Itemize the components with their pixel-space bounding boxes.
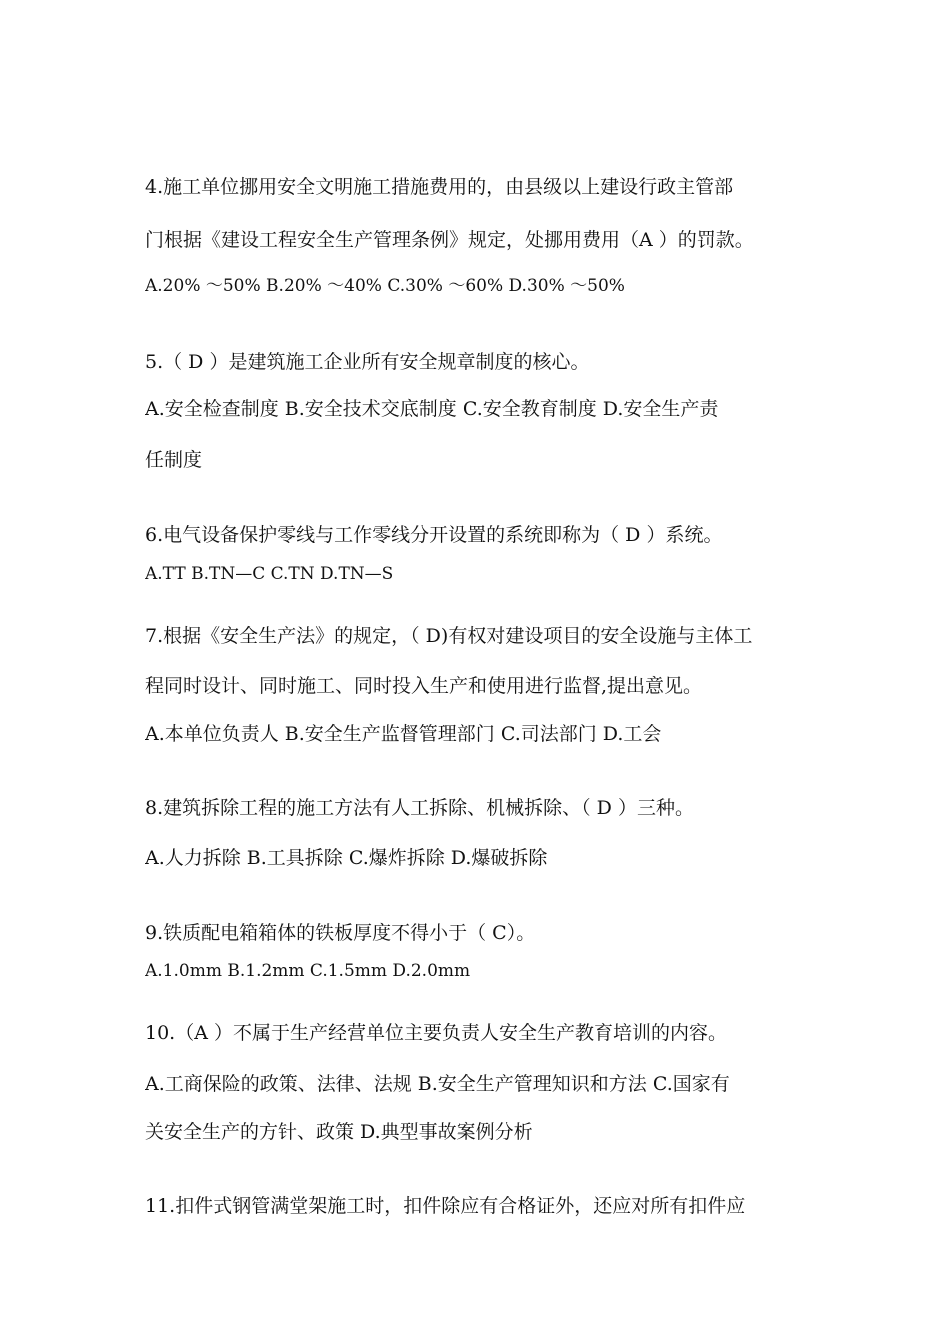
question-5-options-line-1: A.安全检查制度 B.安全技术交底制度 C.安全教育制度 D.安全生产责 <box>145 398 719 420</box>
question-4-options: A.20% ～50% B.20% ～40% C.30% ～60% D.30% ～50% <box>145 276 625 296</box>
question-5-options-line-2: 任制度 <box>145 449 203 471</box>
question-5-line-1: 5.（ D ）是建筑施工企业所有安全规章制度的核心。 <box>145 351 590 373</box>
question-10-line-1: 10.（A ）不属于生产经营单位主要负责人安全生产教育培训的内容。 <box>145 1022 727 1044</box>
question-9-options: A.1.0mm B.1.2mm C.1.5mm D.2.0mm <box>145 961 471 981</box>
question-8-options: A.人力拆除 B.工具拆除 C.爆炸拆除 D.爆破拆除 <box>145 847 548 869</box>
question-10-options-line-1: A.工商保险的政策、法律、法规 B.安全生产管理知识和方法 C.国家有 <box>145 1073 730 1095</box>
question-8-line-1: 8.建筑拆除工程的施工方法有人工拆除、机械拆除、（ D ）三种。 <box>145 797 694 819</box>
question-6-options: A.TT B.TN—C C.TN D.TN—S <box>145 564 394 584</box>
question-4-line-2: 门根据《建设工程安全生产管理条例》规定，处挪用费用（A ）的罚款。 <box>145 229 754 251</box>
question-11-line-1: 11.扣件式钢管满堂架施工时，扣件除应有合格证外，还应对所有扣件应 <box>145 1195 746 1217</box>
question-7-options: A.本单位负责人 B.安全生产监督管理部门 C.司法部门 D.工会 <box>145 723 662 745</box>
question-7-line-2: 程同时设计、同时施工、同时投入生产和使用进行监督,提出意见。 <box>145 675 703 697</box>
question-6-line-1: 6.电气设备保护零线与工作零线分开设置的系统即称为（ D ）系统。 <box>145 524 723 546</box>
question-9-line-1: 9.铁质配电箱箱体的铁板厚度不得小于（ C）。 <box>145 922 536 944</box>
question-7-line-1: 7.根据《安全生产法》的规定，（ D)有权对建设项目的安全设施与主体工 <box>145 625 753 647</box>
question-10-options-line-2: 关安全生产的方针、政策 D.典型事故案例分析 <box>145 1121 533 1143</box>
question-4-line-1: 4.施工单位挪用安全文明施工措施费用的，由县级以上建设行政主管部 <box>145 176 734 198</box>
